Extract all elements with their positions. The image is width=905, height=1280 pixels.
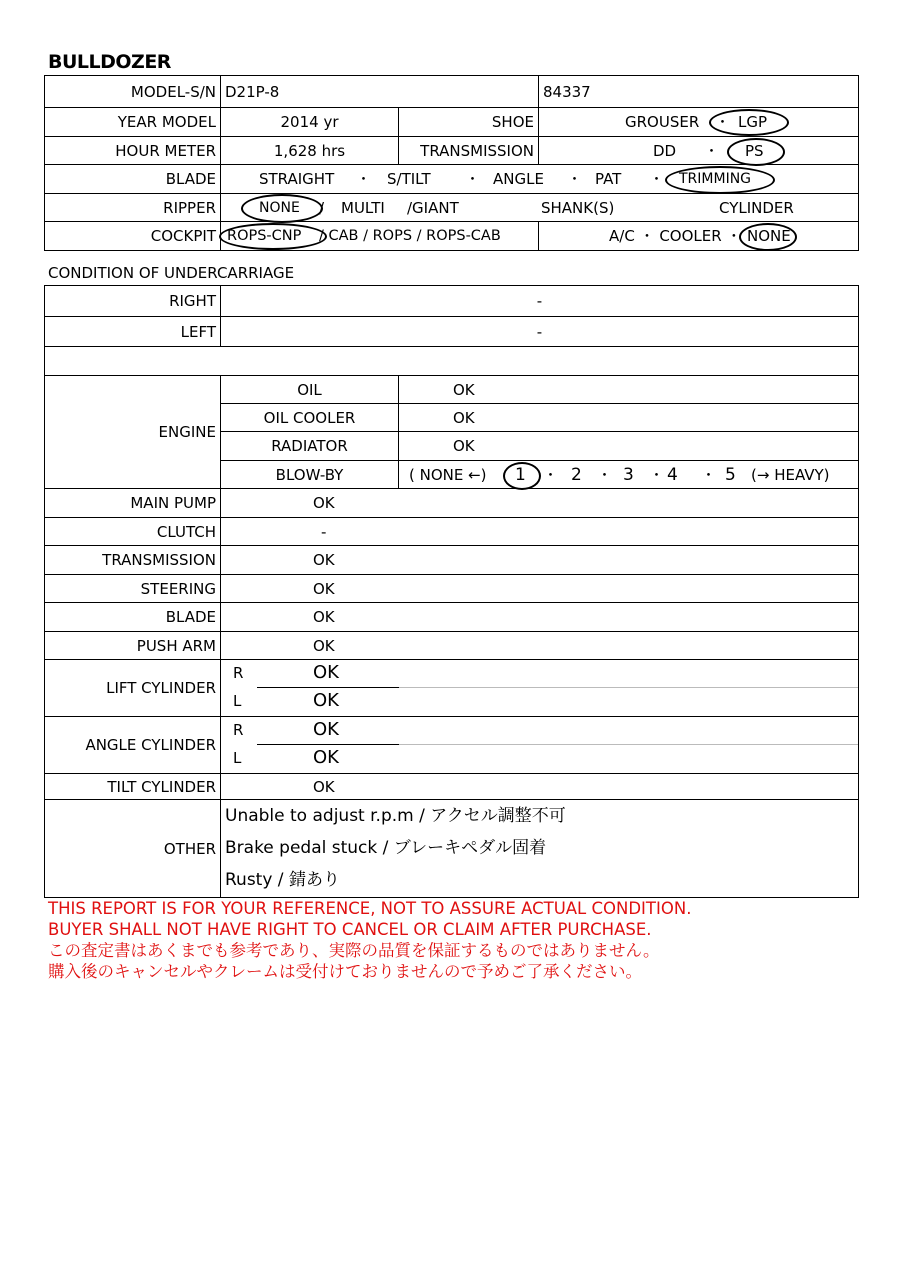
- ac-option-none: NONE: [747, 227, 791, 245]
- spacer-row: [45, 347, 859, 375]
- ac-options: [539, 222, 859, 251]
- main-pump-value: OK: [221, 489, 859, 518]
- blade-option-straight: STRAIGHT: [259, 170, 335, 188]
- divider: [257, 744, 399, 745]
- blowby-level-3: 3: [623, 465, 634, 485]
- disclaimer-line: THIS REPORT IS FOR YOUR REFERENCE, NOT TO ASSURE ACTUAL CONDITION.: [48, 899, 692, 918]
- transmission-options: [539, 137, 859, 165]
- selection-oval: [665, 166, 775, 194]
- blade-option-stilt: S/TILT: [387, 170, 431, 188]
- ripper-option-multi: MULTI: [341, 199, 385, 217]
- divider: [257, 687, 399, 688]
- shoe-options: [539, 108, 859, 137]
- radiator-label: RADIATOR: [221, 432, 399, 461]
- disclaimer-line: 購入後のキャンセルやクレームは受付けておりませんので予めご了承ください。: [48, 962, 642, 981]
- angle-cylinder-values: [221, 717, 859, 774]
- clutch-label: CLUTCH: [45, 518, 221, 546]
- radiator-value: OK: [399, 432, 859, 461]
- transmission-separator: ・: [704, 142, 720, 160]
- cockpit-option-rops-cnp: ROPS-CNP: [227, 228, 302, 244]
- engine-label: ENGINE: [45, 376, 221, 489]
- selection-oval: [739, 223, 797, 251]
- selection-oval: [709, 109, 789, 136]
- hour-meter-value: 1,628 hrs: [221, 137, 399, 165]
- blade-label: BLADE: [45, 603, 221, 632]
- selection-oval: [727, 138, 785, 166]
- year-value: 2014 yr: [221, 108, 399, 137]
- angle-l-value: OK: [313, 747, 339, 768]
- selection-oval: [219, 223, 327, 250]
- transmission-value: OK: [221, 546, 859, 575]
- year-label: YEAR MODEL: [45, 108, 221, 137]
- blade-separator: ・: [567, 170, 583, 188]
- tilt-cylinder-value: OK: [221, 774, 859, 800]
- push-arm-value: OK: [221, 632, 859, 660]
- ac-option-cooler: A/C ・ COOLER ・: [609, 227, 742, 245]
- selection-oval: [241, 194, 323, 223]
- model-value: D21P-8: [221, 76, 539, 108]
- blade-type-label: BLADE: [45, 165, 221, 194]
- cockpit-options: [221, 222, 539, 251]
- ripper-options: [221, 194, 859, 222]
- cockpit-label: COCKPIT: [45, 222, 221, 251]
- angle-r-value: OK: [313, 719, 339, 740]
- blade-separator: ・: [649, 170, 665, 188]
- other-note: Unable to adjust r.p.m / アクセル調整不可: [225, 806, 566, 826]
- other-note: Rusty / 錆あり: [225, 870, 340, 890]
- steering-label: STEERING: [45, 575, 221, 603]
- undercarriage-left-label: LEFT: [45, 317, 221, 347]
- clutch-value: -: [221, 518, 859, 546]
- blade-value: OK: [221, 603, 859, 632]
- blowby-level-2: 2: [571, 465, 582, 485]
- push-arm-label: PUSH ARM: [45, 632, 221, 660]
- blade-options: [221, 165, 859, 194]
- undercarriage-right-value: -: [221, 286, 859, 317]
- shoe-option-lgp: LGP: [738, 113, 768, 131]
- lift-l-value: OK: [313, 690, 339, 711]
- selection-oval: [503, 462, 541, 490]
- lift-l-label: L: [233, 692, 242, 710]
- ripper-option-giant: /GIANT: [407, 199, 459, 217]
- model-sn-label: MODEL-S/N: [45, 76, 221, 108]
- blade-option-pat: PAT: [595, 170, 622, 188]
- undercarriage-table: [44, 285, 859, 375]
- undercarriage-left-value: -: [221, 317, 859, 347]
- divider: [399, 744, 858, 745]
- oil-cooler-value: OK: [399, 404, 859, 432]
- other-label: OTHER: [45, 800, 221, 898]
- oil-label: OIL: [221, 376, 399, 404]
- blowby-level-1: 1: [515, 465, 526, 485]
- serial-value: 84337: [539, 76, 859, 108]
- blowby-separator: ・: [597, 466, 613, 484]
- disclaimer-line: BUYER SHALL NOT HAVE RIGHT TO CANCEL OR CLAIM AFTER PURCHASE.: [48, 920, 652, 939]
- inspection-table: [44, 375, 859, 898]
- spec-table: [44, 75, 859, 251]
- divider: [399, 687, 858, 688]
- ripper-option-none: NONE: [259, 200, 300, 216]
- blowby-level-4: 4: [667, 465, 678, 485]
- other-note: Brake pedal stuck / ブレーキペダル固着: [225, 838, 547, 858]
- undercarriage-heading: CONDITION OF UNDERCARRIAGE: [48, 264, 295, 282]
- main-pump-label: MAIN PUMP: [45, 489, 221, 518]
- cockpit-option-others: / CAB / ROPS / ROPS-CAB: [319, 228, 501, 244]
- transmission-label: TRANSMISSION: [45, 546, 221, 575]
- ripper-separator: /: [319, 199, 325, 217]
- blowby-separator: ・: [701, 466, 717, 484]
- lift-r-value: OK: [313, 662, 339, 683]
- steering-value: OK: [221, 575, 859, 603]
- ripper-cylinder: CYLINDER: [719, 199, 794, 217]
- transmission-option-dd: DD: [653, 142, 677, 160]
- ripper-shanks: SHANK(S): [541, 199, 615, 217]
- lift-r-label: R: [233, 664, 244, 682]
- disclaimer-line: この査定書はあくまでも参考であり、実際の品質を保証するものではありません。: [48, 941, 660, 960]
- shoe-option-grouser: GROUSER: [625, 113, 700, 131]
- blade-option-trimming: TRIMMING: [679, 171, 752, 187]
- other-notes: [221, 800, 859, 898]
- transmission-type-label: TRANSMISSION: [399, 137, 539, 165]
- blowby-none-label: ( NONE ←): [409, 466, 487, 484]
- blowby-scale: [399, 461, 859, 489]
- oil-cooler-label: OIL COOLER: [221, 404, 399, 432]
- undercarriage-right-label: RIGHT: [45, 286, 221, 317]
- hour-meter-label: HOUR METER: [45, 137, 221, 165]
- ripper-label: RIPPER: [45, 194, 221, 222]
- shoe-separator: ・: [715, 113, 731, 131]
- blade-option-angle: ANGLE: [493, 170, 544, 188]
- blowby-heavy-label: (→ HEAVY): [751, 466, 830, 484]
- blade-separator: ・: [465, 170, 481, 188]
- tilt-cylinder-label: TILT CYLINDER: [45, 774, 221, 800]
- disclaimer: [48, 898, 691, 982]
- blowby-level-5: 5: [725, 465, 736, 485]
- blowby-separator: ・: [649, 466, 665, 484]
- page-title: BULLDOZER: [48, 51, 171, 73]
- shoe-label: SHOE: [399, 108, 539, 137]
- blowby-label: BLOW-BY: [221, 461, 399, 489]
- transmission-option-ps: PS: [745, 142, 764, 160]
- angle-r-label: R: [233, 721, 244, 739]
- oil-value: OK: [399, 376, 859, 404]
- lift-cylinder-values: [221, 660, 859, 717]
- blade-separator: ・: [356, 170, 372, 188]
- lift-cylinder-label: LIFT CYLINDER: [45, 660, 221, 717]
- angle-l-label: L: [233, 749, 242, 767]
- angle-cylinder-label: ANGLE CYLINDER: [45, 717, 221, 774]
- blowby-separator: ・: [543, 466, 559, 484]
